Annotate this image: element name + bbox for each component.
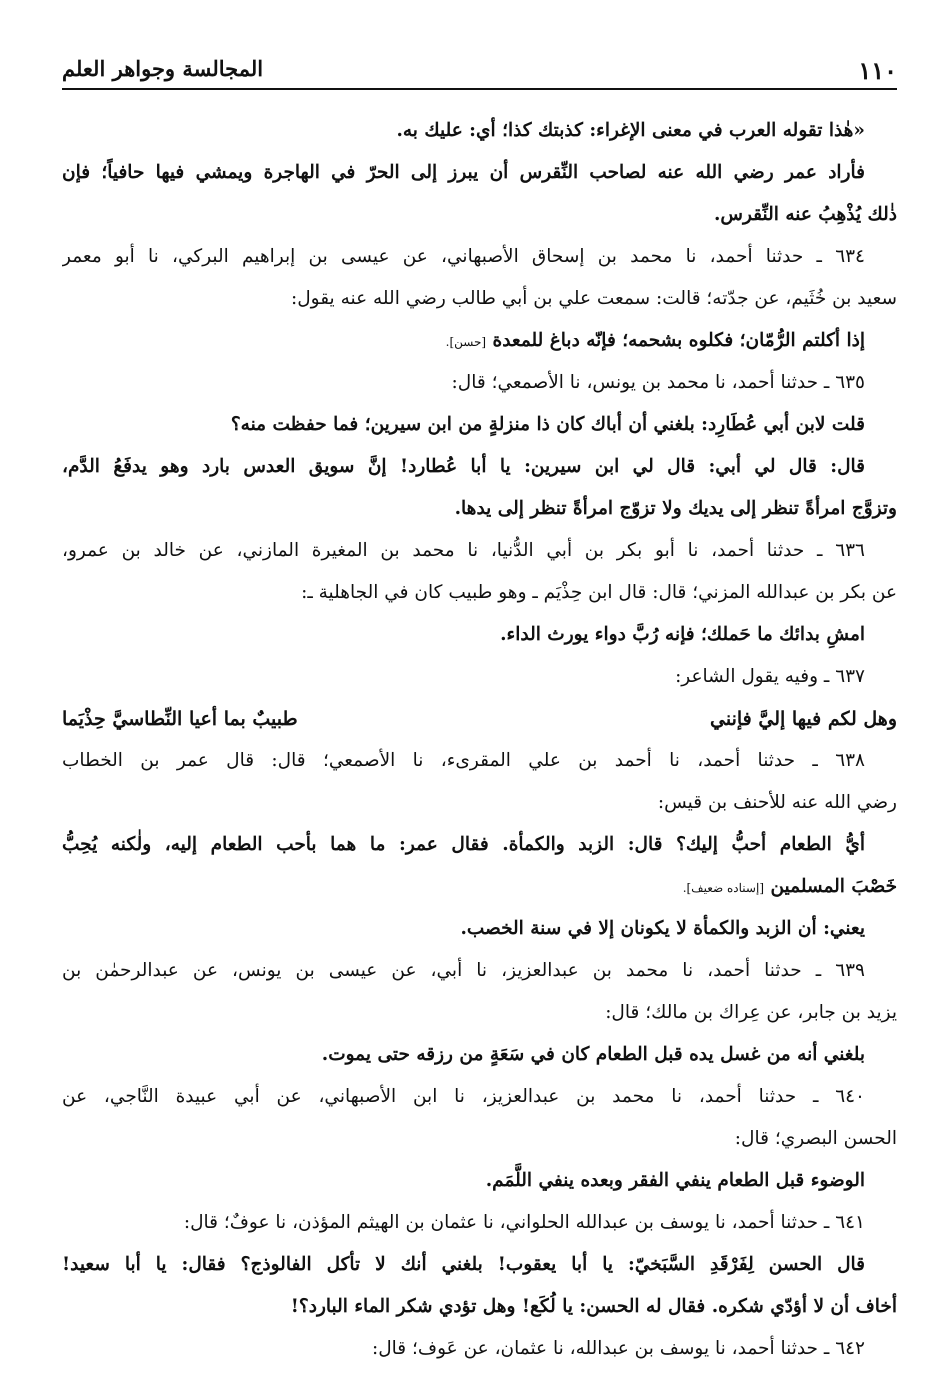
line-text: عن بكر بن عبدالله المزني؛ قال: قال ابن حِذْيَم ـ وهو طبيب كان في الجاهلية ـ: [301,582,897,603]
line-text: قال: قال لي أبي: قال لي ابن سيرين: يا أبا عُطارد! إنَّ سويق العدس بارد وهو يدفَعُ الدَّم، [62,456,865,477]
text-line [62,572,897,614]
line-text: يعني: أن الزبد والكمأة لا يكونان إلا في سنة الخصب. [460,918,865,939]
text-line [62,278,897,320]
running-title: المجالسة وجواهر العلم [62,56,264,81]
text-line [62,152,897,194]
text-line [62,1328,897,1370]
line-text: أيُّ الطعام أحبُّ إليك؟ قال: الزبد والكمأة. فقال عمر: ما هما بأحب الطعام إليه، ولٰكنه يُحِبُّ [62,834,865,855]
line-text: خَصْبَ المسلمين [770,876,897,897]
hadith-grade: [إسناده ضعيف]. [682,881,764,895]
line-text: ٦٤٠ ـ حدثنا أحمد، نا محمد بن عبدالعزيز، نا ابن الأصبهاني، عن أبي عبيدة النَّاجي، عن [62,1086,865,1107]
text-line [62,824,897,866]
text-line [62,782,897,824]
line-text: ٦٤٢ ـ حدثنا أحمد، نا يوسف بن عبدالله، نا عثمان، عن عَوف؛ قال: [372,1338,865,1359]
text-line [62,908,897,950]
verse-second-hemistich: طبيبٌ بما أعيا النِّطاسيَّ حِذْيَما [62,708,298,730]
line-text: إذا أكلتم الرُّمّان؛ فكلوه بشحمه؛ فإنّه دباغ للمعدة [492,330,865,351]
text-line [62,1034,897,1076]
line-text: ٦٣٦ ـ حدثنا أحمد، نا أبو بكر بن أبي الدُّنيا، نا محمد بن المغيرة المازني، عن خالد بن عمرو، [62,540,865,561]
line-text: رضي الله عنه للأحنف بن قيس: [657,792,897,813]
line-text: الوضوء قبل الطعام ينفي الفقر وبعده ينفي اللَّمَم. [485,1170,865,1191]
text-line [62,740,897,782]
text-line [62,404,897,446]
text-line [62,1244,897,1286]
text-line [62,110,897,152]
line-text: ٦٣٩ ـ حدثنا أحمد، نا محمد بن عبدالعزيز، نا أبي، عن عيسى بن يونس، عن عبدالرحمٰن بن [62,960,865,981]
text-line [62,950,897,992]
line-text: أخاف أن لا أؤدّي شكره. فقال له الحسن: يا لُكَع! وهل تؤدي شكر الماء البارد؟! [290,1296,897,1317]
poetry-verse [62,698,897,740]
text-line [62,1286,897,1328]
text-line [62,446,897,488]
verse-first-hemistich: وهل لكم فيها إليَّ فإنني [710,708,897,730]
page-header [62,52,897,90]
text-line [62,320,897,362]
text-line [62,194,897,236]
line-text: ذٰلك يُذْهِبُ عنه النِّقرس. [713,204,897,225]
text-line [62,236,897,278]
text-line [62,1160,897,1202]
page-number: ١١٠ [858,56,897,85]
line-text: يزيد بن جابر، عن عِراك بن مالك؛ قال: [605,1002,897,1023]
line-text: ٦٣٨ ـ حدثنا أحمد، نا أحمد بن علي المقرىء، نا الأصمعي؛ قال: قال عمر بن الخطاب [62,750,865,771]
line-text: ٦٣٧ ـ وفيه يقول الشاعر: [675,666,865,687]
line-text: «هٰذا تقوله العرب في معنى الإغراء: كذبتك كذا؛ أي: عليك به. [396,120,865,141]
text-line [62,1076,897,1118]
line-text: الحسن البصري؛ قال: [734,1128,897,1149]
text-line [62,1118,897,1160]
page-body [62,110,897,1370]
text-line [62,530,897,572]
line-text: قال الحسن لِفَرْقَدِ السَّبَخيّ: يا أبا يعقوب! بلغني أنك لا تأكل الفالوذج؟ فقال: يا أبا سعيد! [62,1254,865,1275]
line-text: سعيد بن خُثَيم، عن جدّته؛ قالت: سمعت علي بن أبي طالب رضي الله عنه يقول: [290,288,897,309]
line-text: قلت لابن أبي عُطَارِد: بلغني أن أباك كان ذا منزلةٍ من ابن سيرين؛ فما حفظت منه؟ [230,414,865,435]
text-line [62,488,897,530]
text-line [62,866,897,908]
line-text: امشِ بدائك ما حَملك؛ فإنه رُبَّ دواء يورث الداء. [500,624,865,645]
line-text: ٦٤١ ـ حدثنا أحمد، نا يوسف بن عبدالله الحلواني، نا عثمان بن الهيثم المؤذن، نا عوفٌ؛ قال: [183,1212,865,1233]
line-text: فأراد عمر رضي الله عنه لصاحب النِّقرس أن يبرز إلى الحرّ في الهاجرة ويمشي فيها حافياً؛ فإن [62,162,865,183]
text-line [62,992,897,1034]
line-text: ٦٣٥ ـ حدثنا أحمد، نا محمد بن يونس، نا الأصمعي؛ قال: [451,372,865,393]
text-line [62,1202,897,1244]
line-text: بلغني أنه من غسل يده قبل الطعام كان في سَعَةٍ من رزقه حتى يموت. [321,1044,865,1065]
hadith-grade: [حسن]. [445,335,487,349]
text-line [62,362,897,404]
text-line [62,614,897,656]
text-line [62,656,897,698]
line-text: وتزوَّج امرأةً تنظر إلى يديك ولا تزوّج امرأةً تنظر إلى يدها. [454,498,897,519]
line-text: ٦٣٤ ـ حدثنا أحمد، نا محمد بن إسحاق الأصبهاني، عن عيسى بن إبراهيم البركي، نا أبو معمر [62,246,865,267]
